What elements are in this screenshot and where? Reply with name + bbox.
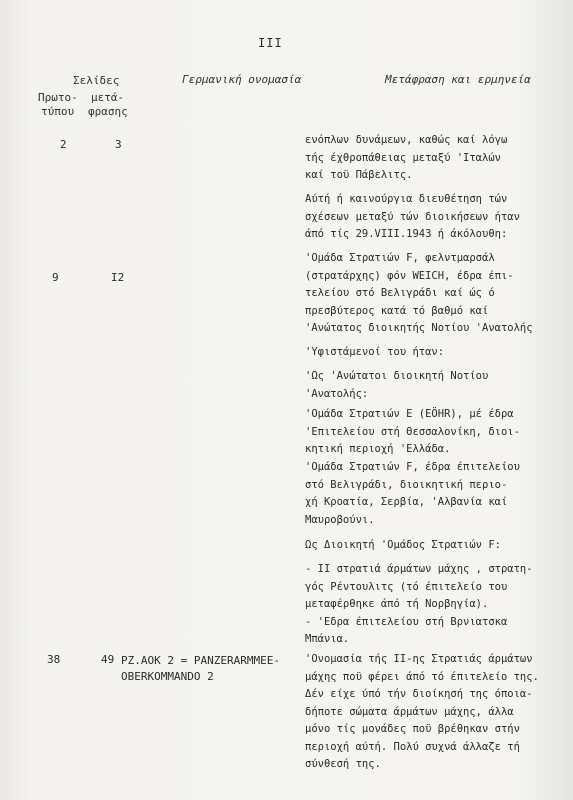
original-header-line2: τύπου — [41, 105, 75, 118]
text-line: σύνθεσή της. — [305, 758, 381, 770]
translation-interpretation-header: Μετάφραση και ερμηνεία — [385, 73, 531, 86]
text-line: - II στρατιά άρμάτων μάχης , στρατη- — [305, 563, 533, 575]
row-trans-page: 49 — [101, 653, 115, 666]
text-line: 'Ονομασία τής II-ης Στρατιάς άρμάτων — [305, 653, 533, 665]
text-line: 'Υφιστάμενοί του ήταν: — [305, 346, 445, 358]
text-line: χή Κροατία, Σερβία, 'Αλβανία καί — [305, 496, 508, 508]
text-line: 'Ανατολής: — [305, 387, 369, 400]
text-line: μόνο τίς μονάδες ποϋ βρέθηκαν στήν — [305, 723, 520, 735]
paragraph — [305, 368, 567, 403]
row-orig-page: 38 — [47, 653, 61, 666]
german-name-header: Γερμανική ονομασία — [182, 73, 302, 86]
text-line: δήποτε σώματα άρμάτων μάχης, άλλα — [305, 705, 514, 718]
paragraph — [305, 344, 567, 362]
paragraph — [305, 250, 567, 338]
row-orig-page: 2 — [60, 138, 67, 151]
text-line: 'Ως 'Ανώτατοι διοικητή Νοτίου — [305, 370, 489, 382]
text-line: Ως Διοικητή 'Ομάδος Στρατιών F: — [305, 539, 501, 551]
text-line: μάχης ποϋ φέρει άπό τό έπιτελείο της. — [305, 670, 539, 683]
german-name-line2: OBERKOMMANDO 2 — [121, 670, 214, 683]
text-line: ενόπλων δυνάμεων, καθώς καί λόγω — [305, 134, 508, 146]
text-line: τής έχθροπάθειας μεταξύ 'Ιταλών — [305, 151, 501, 164]
text-line: κητική περιοχή 'Ελλάδα. — [305, 443, 451, 455]
text-line: Δέν είχε ύπό τήν διοίκησή της όποια- — [305, 688, 533, 700]
text-line: σχέσεων μεταξύ τών διοικήσεων ήταν — [305, 210, 520, 223]
text-line: μεταφέρθηκε άπό τή Νορβηγία). — [305, 598, 489, 610]
pages-header: Σελίδες — [73, 74, 120, 87]
paragraph — [305, 561, 567, 649]
page-number: III — [258, 36, 283, 50]
paragraph — [305, 537, 567, 555]
text-line: τελείου στό Βελιγράδι καί ώς ό — [305, 287, 495, 299]
text-line: άπό τίς 29.VIII.1943 ή άκόλουθη: — [305, 228, 508, 240]
german-name-line1: PZ.AOK 2 = PANZERARMMEE- — [121, 654, 280, 667]
text-line: στό Βελιγράδι, διοικητική περιο- — [305, 478, 508, 491]
text-line: Αύτή ή καινούργια διευθέτηση τών — [305, 193, 508, 205]
text-line: 'Ομάδα Στρατιών F, έδρα έπιτελείου — [305, 461, 520, 473]
text-line: γός Ρέντουλιτς (τό έπιτελείο του — [305, 580, 508, 593]
paragraph — [305, 651, 567, 774]
row-orig-page: 9 — [52, 271, 59, 284]
original-header-line1: Πρωτο- — [38, 91, 78, 104]
text-line: Μαυροβούνι. — [305, 513, 375, 526]
text-line: πρεσβύτερος κατά τό βαθμό καί — [305, 304, 489, 317]
text-line: περιοχή αύτή. Πολύ συχνά άλλαζε τή — [305, 740, 520, 753]
text-line: 'Ομάδα Στρατιών F, φελντμαρσάλ — [305, 252, 495, 264]
text-line: 'Ανώτατος διοικητής Νοτίου 'Ανατολής — [305, 322, 533, 334]
text-line: 'Επιτελείου στή Θεσσαλονίκη, διοι- — [305, 425, 520, 438]
row-trans-page: 3 — [115, 138, 122, 151]
text-line: (στρατάρχης) φόν WEICH, έδρα έπι- — [305, 269, 514, 282]
text-line: καί τοϋ Πάβελιτς. — [305, 169, 413, 181]
text-line: - 'Εδρα έπιτελείου στή Βρνιατσκα — [305, 615, 508, 628]
translation-header-line1: μετά- — [91, 91, 125, 104]
paragraph — [305, 459, 567, 529]
row-trans-page: I2 — [111, 271, 125, 284]
paragraph — [305, 191, 567, 244]
text-line: 'Ομάδα Στρατιών E (EÖHR), μέ έδρα — [305, 408, 514, 420]
translation-header-line2: φρασης — [88, 105, 128, 118]
text-line: Μπάνια. — [305, 633, 350, 645]
paragraph — [305, 132, 567, 185]
paragraph — [305, 406, 567, 459]
